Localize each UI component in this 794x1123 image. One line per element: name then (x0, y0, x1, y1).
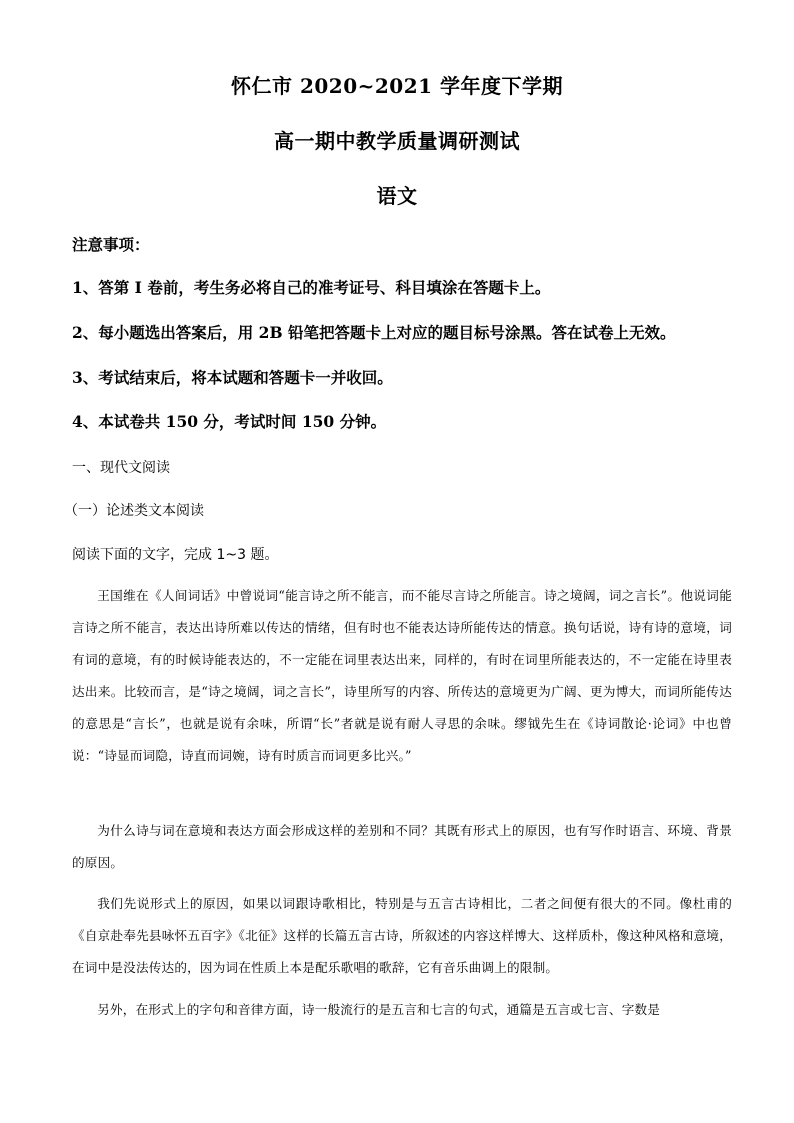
exam-title: 怀仁市 2020~2021 学年度下学期 (230, 74, 563, 98)
passage-paragraph: 王国维在《人间词话》中曾说词“能言诗之所不能言，而不能尽言诗之所能言。诗之境阔，词之言长”。他说词能言诗之所不能言，表达出诗所难以传达的情绪，但有时也不能表达诗所能传达的情意。换句话说，诗有诗的意境，词有词的意境，有的时候诗能表达的，不一定能在词里表达出来，同样的，有时在词里所能表达的，不一定能在诗里表达出来。比较而言，是“诗之境阔，词之言长”，诗里所写的内容、所传达的意境更为广阔、更为博大，而词所能传达的意思是“言长”，也就是说有余味，所谓“长”者就是说有耐人寻思的余味。缪钺先生在《诗词散论·论词》中也曾说：“诗显而词隐，诗直而词婉，诗有时质言而词更多比兴。” (72, 588, 732, 763)
passage-paragraph: 另外，在形式上的字句和音律方面，诗一般流行的是五言和七言的句式，通篇是五言或七言、字数是 (97, 1002, 661, 1017)
subject-title: 语文 (376, 184, 418, 208)
section-heading: 一、现代文阅读 (72, 460, 170, 476)
passage-paragraph: 为什么诗与词在意境和表达方面会形成这样的差别和不同？其既有形式上的原因，也有写作时语言、环境、背景的原因。 (72, 823, 732, 870)
exam-subtitle: 高一期中教学质量调研测试 (274, 129, 520, 153)
passage-paragraph: 我们先说形式上的原因，如果以词跟诗歌相比，特别是与五言古诗相比，二者之间便有很大的不同。像杜甫的《自京赴奉先县咏怀五百字》《北征》这样的长篇五言古诗，所叙述的内容这样博大、这样质朴，像这种风格和意境，在词中是没法传达的，因为词在性质上本是配乐歌唱的歌辞，它有音乐曲调上的限制。 (72, 896, 732, 975)
notice-item: 2、每小题选出答案后，用 2B 铅笔把答题卡上对应的题目标号涂黑。答在试卷上无效。 (72, 323, 676, 342)
notice-item: 1、答第 I 卷前，考生务必将自己的准考证号、科目填涂在答题卡上。 (72, 278, 551, 297)
notice-item: 4、本试卷共 150 分，考试时间 150 分钟。 (72, 412, 387, 431)
subsection-heading: （一）论述类文本阅读 (64, 503, 204, 519)
notice-heading: 注意事项： (72, 235, 150, 254)
reading-instruction: 阅读下面的文字，完成 1~3 题。 (72, 547, 279, 563)
notice-item: 3、考试结束后，将本试题和答题卡一并收回。 (72, 368, 393, 387)
